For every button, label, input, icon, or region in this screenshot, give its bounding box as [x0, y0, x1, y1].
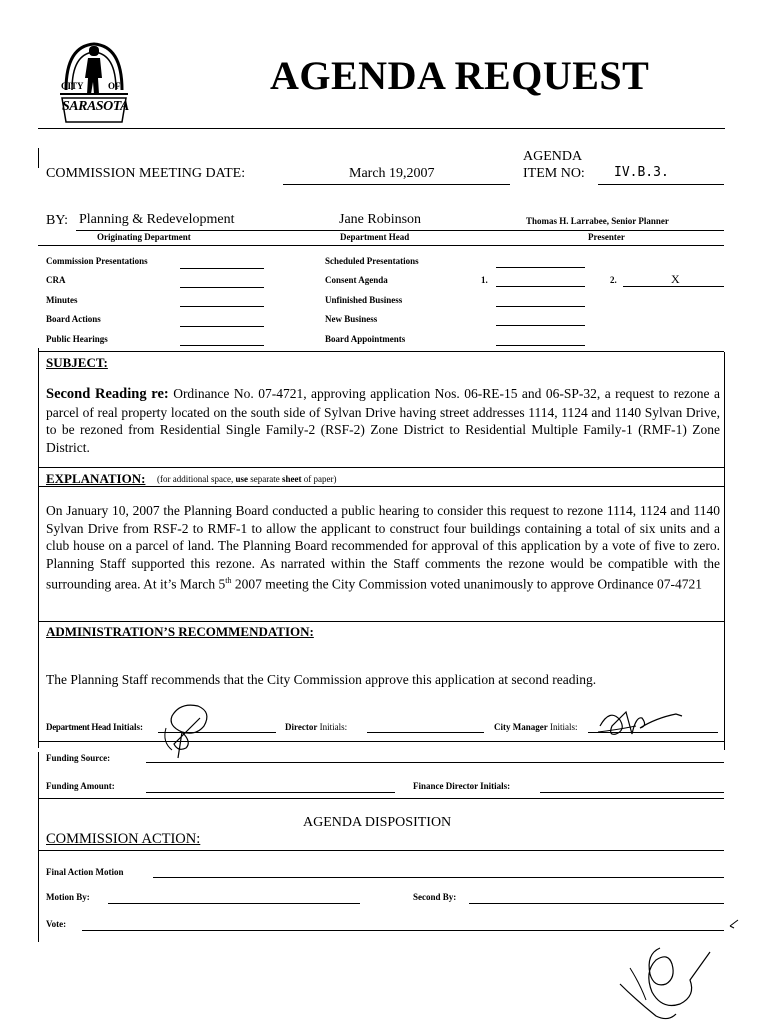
- funding-amount-line: [146, 792, 395, 793]
- vote-line: [82, 930, 724, 931]
- section-rule: [38, 621, 724, 622]
- note-part: of paper): [301, 474, 337, 484]
- top-rule: [38, 128, 725, 129]
- blank-line: [180, 268, 264, 269]
- department-caption: Originating Department: [97, 232, 191, 242]
- blank-line: [180, 287, 264, 288]
- by-label: BY:: [46, 213, 69, 228]
- blank-line: [623, 286, 724, 287]
- blank-line: [180, 345, 264, 346]
- section-rule: [38, 850, 724, 851]
- funding-amount-label: Funding Amount:: [46, 781, 115, 791]
- explanation-text: [46, 502, 720, 593]
- section-rule: [38, 467, 724, 468]
- left-border-3: [38, 752, 39, 942]
- explanation-note: [157, 474, 336, 484]
- director-initials-label: [285, 722, 347, 732]
- blank-line: [180, 306, 264, 307]
- blank-line: [496, 286, 585, 287]
- section-rule: [38, 741, 724, 742]
- note-part: (for additional space,: [157, 474, 236, 484]
- cat-consent-agenda: Consent Agenda: [325, 275, 388, 285]
- commission-action-heading: COMMISSION ACTION:: [46, 831, 201, 847]
- blank-line: [496, 267, 585, 268]
- second-by-label: Second By:: [413, 892, 457, 902]
- city-seal-logo: [58, 38, 130, 124]
- admin-text: The Planning Staff recommends that the City Commission approve this application at second reading.: [46, 672, 597, 687]
- presenter-name: Thomas H. Larrabee, Senior Planner: [526, 216, 669, 226]
- dept-head-initials-label: [46, 722, 143, 732]
- department-line: [76, 230, 724, 231]
- dept-head-signature: [160, 698, 216, 769]
- consent-2-label: 2.: [610, 275, 617, 285]
- logo-of: OF: [108, 81, 121, 91]
- blank-line: [496, 345, 585, 346]
- explanation-heading: EXPLANATION:: [46, 471, 146, 486]
- blank-line: [496, 306, 585, 307]
- director-initials-text: Initials:: [319, 722, 348, 732]
- cm-initials-label: [494, 722, 578, 732]
- bottom-signature: [616, 944, 726, 1029]
- dept-initials-text: Initials:: [113, 722, 144, 732]
- cm-initials-text: Initials:: [550, 722, 578, 732]
- consent-1-label: 1.: [481, 275, 488, 285]
- funding-source-line: [146, 762, 724, 763]
- section-rule: [38, 351, 724, 352]
- right-border: [724, 352, 725, 750]
- page-title: AGENDA REQUEST: [270, 53, 650, 98]
- second-by-line: [469, 903, 724, 904]
- cat-public-hearings: Public Hearings: [46, 334, 108, 344]
- cat-cra: CRA: [46, 275, 66, 285]
- subject-text: [46, 385, 720, 456]
- item-no-line: [598, 184, 724, 185]
- head-caption: Department Head: [340, 232, 410, 242]
- agenda-label-2: ITEM NO:: [523, 166, 585, 181]
- note-use: use: [235, 474, 248, 484]
- agenda-disposition-heading: AGENDA DISPOSITION: [303, 815, 452, 830]
- cat-unfinished-business: Unfinished Business: [325, 295, 403, 305]
- cat-scheduled-presentations: Scheduled Presentations: [325, 256, 419, 266]
- cat-board-appointments: Board Appointments: [325, 334, 406, 344]
- presenter-caption: Presenter: [588, 232, 625, 242]
- meeting-date-value: March 19,2007: [349, 166, 435, 181]
- final-action-motion-label: Final Action Motion: [46, 867, 124, 877]
- department-head-name: Jane Robinson: [339, 212, 422, 227]
- city-manager-signature: [596, 704, 686, 745]
- cat-minutes: Minutes: [46, 295, 78, 305]
- cat-commission-presentations: Commission Presentations: [46, 256, 148, 266]
- meeting-date-line: [283, 184, 510, 185]
- meeting-date-label: COMMISSION MEETING DATE:: [46, 166, 246, 181]
- motion-by-label: Motion By:: [46, 892, 90, 902]
- cm-text: City Manager: [494, 722, 548, 732]
- subject-heading: SUBJECT:: [46, 355, 108, 370]
- item-number: IV.B.3.: [614, 165, 669, 180]
- logo-city: CITY: [61, 81, 84, 91]
- explanation-body-1: On January 10, 2007 the Planning Board conducted a public hearing to consider this request to rezone 1114, 1124 and 1140 Sylvan Drive from RSF-2 to RMF-1 to allow the applicant to construct four buildings containing a total of six units and a club house on a parcel of land. The Planning Board recommended for approval of this application by a vote of five to zero. Planning Staff supported this rezone. As narrated within the Staff comments the rezone would be compatible with the surrounding area. At it’s March 5: [46, 503, 720, 592]
- left-border: [38, 148, 39, 168]
- blank-line: [496, 325, 585, 326]
- admin-heading: ADMINISTRATION’S RECOMMENDATION:: [46, 624, 314, 639]
- logo-sarasota: SARASOTA: [62, 99, 129, 114]
- note-part: separate: [247, 474, 282, 484]
- note-sheet: sheet: [281, 474, 302, 484]
- explanation-sup: th: [225, 576, 232, 585]
- director-text: Director: [285, 722, 318, 732]
- motion-by-line: [108, 903, 360, 904]
- agenda-label-1: AGENDA: [523, 149, 583, 164]
- department-name: Planning & Redevelopment: [79, 212, 235, 227]
- left-border-2: [38, 348, 39, 748]
- cat-board-actions: Board Actions: [46, 314, 101, 324]
- subject-body: Ordinance No. 07-4721, approving application Nos. 06-RE-15 and 06-SP-32, a request to rezone a parcel of real property located on the south side of Sylvan Drive having street addresses 1114, 1124 and 1140 Sylvan Drive, to be rezoned from Residential Single Family-2 (RSF-2) Zone District to Residential Multiple Family-1 (RMF-1) Zone District.: [46, 386, 720, 455]
- consent-x-mark: X: [671, 272, 680, 286]
- director-initials-line: [367, 732, 484, 733]
- section-rule: [38, 798, 724, 799]
- subject-lead: Second Reading re:: [46, 386, 169, 402]
- section-rule: [38, 486, 724, 487]
- finance-director-label: Finance Director Initials:: [413, 781, 511, 791]
- final-motion-line: [153, 877, 724, 878]
- finance-director-line: [540, 792, 724, 793]
- vote-label: Vote:: [46, 919, 67, 929]
- cat-new-business: New Business: [325, 314, 378, 324]
- dept-head-text: Department Head: [46, 722, 111, 732]
- funding-source-label: Funding Source:: [46, 753, 111, 763]
- by-bottom-rule: [38, 245, 724, 246]
- blank-line: [180, 326, 264, 327]
- margin-tick-mark: [728, 914, 742, 935]
- explanation-body-2: 2007 meeting the City Commission voted unanimously to approve Ordinance 07-4721: [231, 576, 703, 592]
